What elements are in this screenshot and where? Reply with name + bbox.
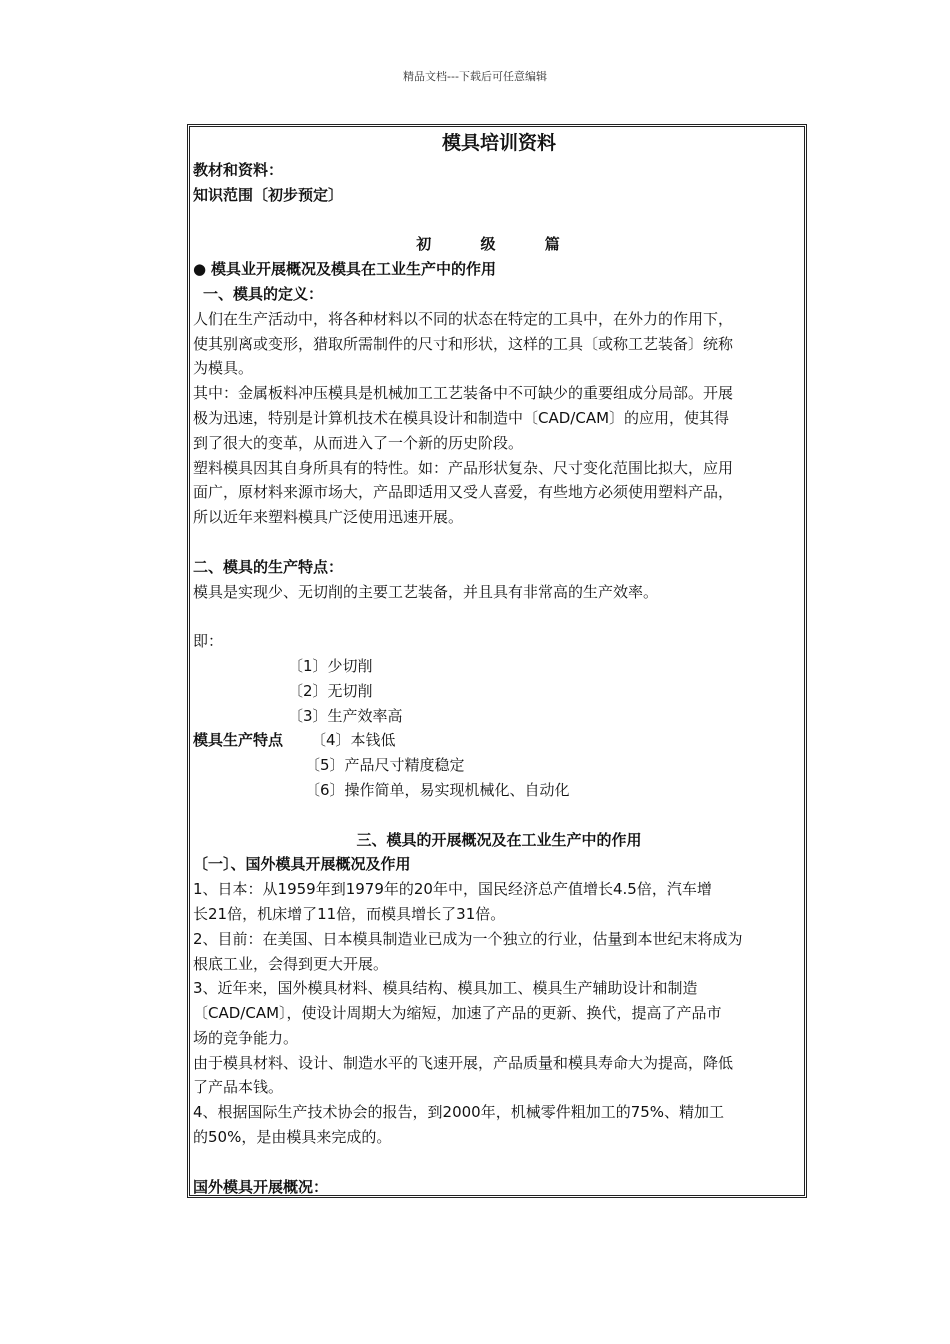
materials-heading: 教材和资料： — [193, 161, 284, 179]
section-title: 初 级 篇 — [416, 235, 582, 254]
scope-heading: 知识范围〔初步预定〕 — [193, 185, 344, 204]
definition-heading: 一、模具的定义： — [203, 284, 324, 303]
paragraph-line: 到了很大的变革，从而进入了一个新的历史阶段。 — [193, 433, 524, 452]
foreign-overview-heading: 国外模具开展概况： — [193, 1177, 329, 1196]
paragraph-line: 长21倍，机床增了11倍，而模具增长了31倍。 — [193, 904, 506, 923]
spacer — [193, 803, 805, 828]
spacer — [193, 530, 805, 555]
page-header: 精品文档---下载后可任意编辑 — [403, 70, 547, 83]
paragraph-line: 根底工业，会得到更大开展。 — [193, 954, 389, 973]
paragraph-line: 的50%，是由模具来完成的。 — [193, 1128, 392, 1147]
development-heading: 三、模具的开展概况及在工业生产中的作用 — [356, 830, 642, 849]
paragraph-line: 面广，原材料来源市场大，产品即适用又受人喜爱，有些地方必须使用塑料产品， — [193, 483, 734, 502]
paragraph-line: 模具是实现少、无切削的主要工艺装备，并且具有非常高的生产效率。 — [193, 582, 659, 601]
spacer — [193, 604, 805, 629]
document-frame — [187, 124, 807, 1198]
paragraph-line: 4、根据国际生产技术协会的报告，到2000年，机械零件粗加工的75%、精加工 — [193, 1103, 725, 1122]
spacer — [193, 1150, 805, 1175]
production-heading: 二、模具的生产特点： — [193, 557, 344, 576]
features-label: 模具生产特点 — [193, 731, 284, 750]
paragraph-line: 场的竞争能力。 — [193, 1028, 299, 1047]
feature-item: 〔1〕少切削 — [288, 656, 373, 675]
paragraph-line: 3、近年来，国外模具材料、模具结构、模具加工、模具生产辅助设计和制造 — [193, 979, 698, 998]
paragraph-line: 为模具。 — [193, 359, 254, 378]
bullet-icon: ● — [193, 260, 207, 279]
foreign-development-heading: 〔一〕、国外模具开展概况及作用 — [193, 855, 411, 874]
spacer — [193, 208, 805, 233]
feature-item: 〔6〕操作简单，易实现机械化、自动化 — [305, 780, 570, 799]
paragraph-line: 塑料模具因其自身所具有的特性。如：产品形状复杂、尺寸变化范围比拟大，应用 — [193, 458, 734, 477]
feature-item: 〔5〕产品尺寸精度稳定 — [305, 756, 465, 775]
feature-item: 模具生产特点 〔4〕本钱低 — [193, 728, 805, 753]
paragraph-line: 使其别离或变形，猎取所需制件的尺寸和形状，这样的工具〔或称工艺装备〕统称 — [193, 334, 734, 353]
paragraph-line: 人们在生产活动中，将各种材料以不同的状态在特定的工具中，在外力的作用下， — [193, 309, 734, 328]
paragraph-line: 即： — [193, 632, 224, 651]
paragraph-line: 2、目前：在美国、日本模具制造业已成为一个独立的行业，估量到本世纪末将成为 — [193, 929, 743, 948]
feature-item: 〔2〕无切削 — [288, 681, 373, 700]
document-content — [193, 129, 805, 1199]
document-title: 模具培训资料 — [441, 132, 556, 154]
paragraph-line: 所以近年来塑料模具广泛使用迅速开展。 — [193, 508, 464, 527]
paragraph-line: 极为迅速，特别是计算机技术在模具设计和制造中〔CAD/CAM〕的应用，使其得 — [193, 408, 730, 427]
bullet-heading: ● 模具业开展概况及模具在工业生产中的作用 — [193, 257, 805, 282]
paragraph-line: 1、日本：从1959年到1979年的20年中，国民经济总产值增长4.5倍，汽车增 — [193, 880, 712, 899]
paragraph-line: 了产品本钱。 — [193, 1078, 284, 1097]
paragraph-line: 其中：金属板料冲压模具是机械加工工艺装备中不可缺少的重要组成分局部。开展 — [193, 384, 734, 403]
paragraph-line: 由于模具材料、设计、制造水平的飞速开展，产品质量和模具寿命大为提高，降低 — [193, 1053, 734, 1072]
paragraph-line: 〔CAD/CAM〕，使设计周期大为缩短，加速了产品的更新、换代，提高了产品市 — [193, 1004, 722, 1023]
feature-item: 〔3〕生产效率高 — [288, 706, 403, 725]
